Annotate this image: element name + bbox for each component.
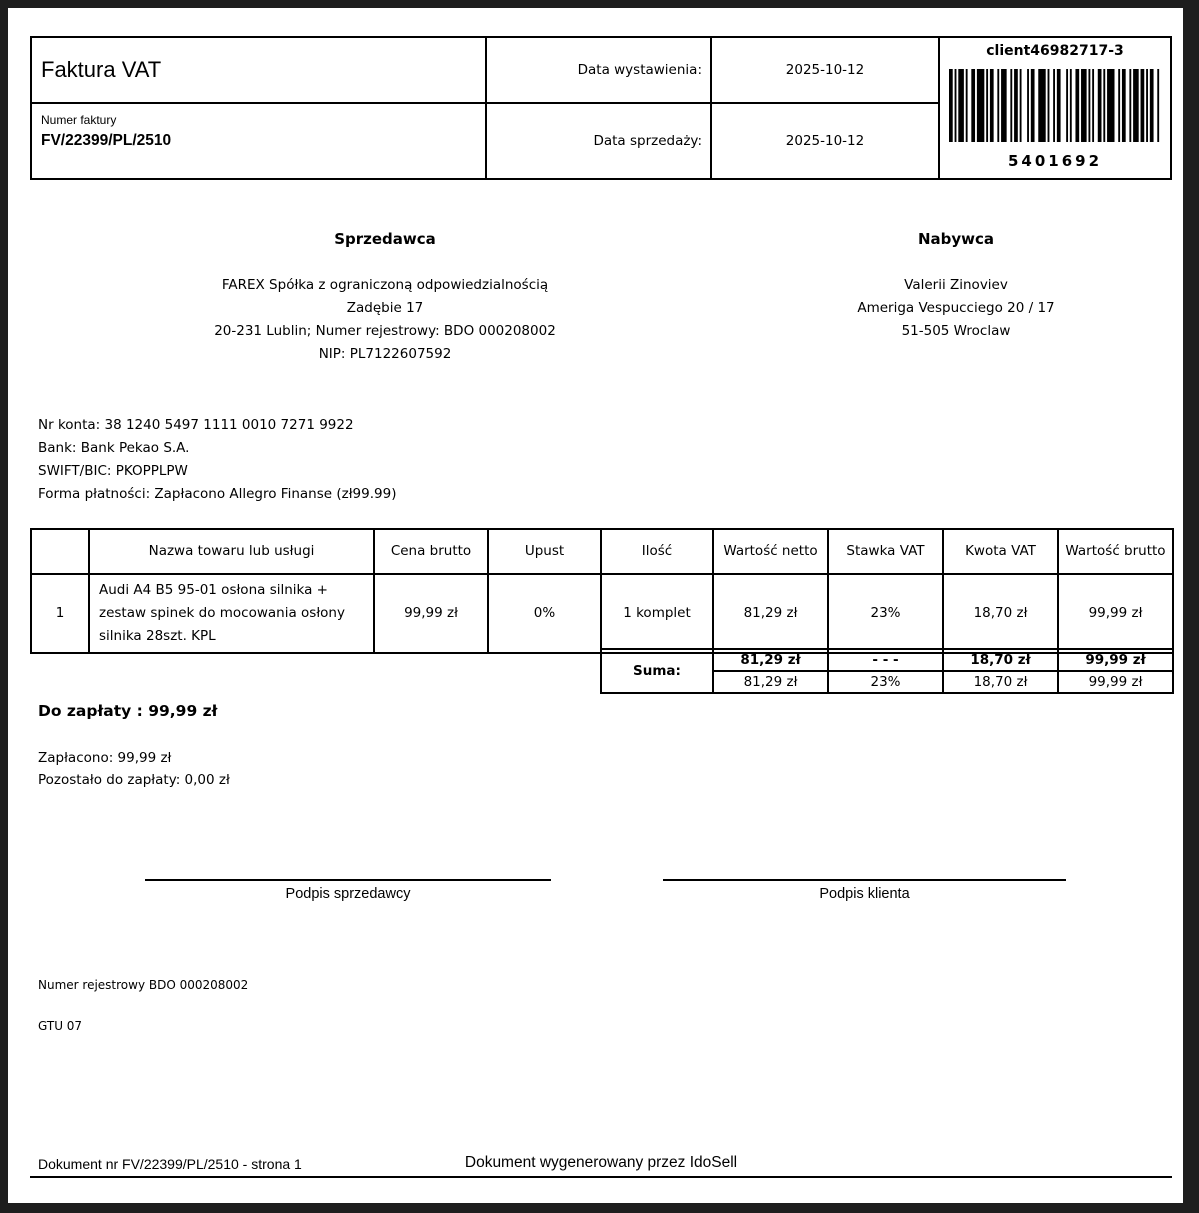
item-no: 1 bbox=[31, 574, 89, 653]
column-header-gross-value: Wartość brutto bbox=[1058, 529, 1173, 574]
item-qty: 1 komplet bbox=[601, 574, 713, 653]
totals-section bbox=[38, 702, 230, 788]
amount-paid: Zapłacono: 99,99 zł bbox=[38, 750, 172, 766]
item-discount: 0% bbox=[488, 574, 601, 653]
buyer-section bbox=[740, 228, 1172, 366]
page-title: Faktura VAT bbox=[32, 38, 487, 104]
summary-breakdown-gross: 99,99 zł bbox=[1058, 671, 1173, 693]
invoice-header-box bbox=[30, 36, 1172, 180]
invoice-page bbox=[8, 8, 1183, 1203]
parties-section bbox=[30, 228, 1172, 366]
summary-total-gross: 99,99 zł bbox=[1058, 649, 1173, 671]
bdo-note: Numer rejestrowy BDO 000208002 bbox=[38, 978, 249, 992]
column-header-qty: Ilość bbox=[601, 529, 713, 574]
bank-account-line: Nr konta: 38 1240 5497 1111 0010 7271 9922 bbox=[38, 417, 354, 433]
invoice-number-label: Numer faktury bbox=[41, 113, 117, 127]
column-header-no bbox=[31, 529, 89, 574]
seller-heading: Sprzedawca bbox=[334, 230, 436, 248]
footer-generator-text: Dokument wygenerowany przez IdoSell bbox=[464, 1154, 738, 1171]
buyer-line: 51-505 Wroclaw bbox=[901, 323, 1011, 339]
summary-total-vat: 18,70 zł bbox=[943, 649, 1058, 671]
seller-line: NIP: PL7122607592 bbox=[318, 346, 452, 362]
column-header-discount: Upust bbox=[488, 529, 601, 574]
item-net-value: 81,29 zł bbox=[713, 574, 828, 653]
column-header-vat-amount: Kwota VAT bbox=[943, 529, 1058, 574]
item-vat-amount: 18,70 zł bbox=[943, 574, 1058, 653]
summary-total-vat-rate: - - - bbox=[828, 649, 943, 671]
footer-document-info: Dokument nr FV/22399/PL/2510 - strona 1 bbox=[38, 1156, 302, 1172]
items-table-header-row bbox=[31, 529, 1173, 574]
bank-info-section bbox=[38, 414, 396, 506]
barcode-number: 5401692 bbox=[1007, 152, 1103, 170]
buyer-line: Ameriga Vespucciego 20 / 17 bbox=[857, 300, 1055, 316]
sale-date-label: Data sprzedaży: bbox=[487, 104, 712, 178]
column-header-gross-price: Cena brutto bbox=[374, 529, 488, 574]
client-signature-line bbox=[663, 879, 1066, 881]
sale-date-value: 2025-10-12 bbox=[712, 104, 940, 178]
invoice-number-cell bbox=[32, 104, 487, 178]
gtu-note: GTU 07 bbox=[38, 1019, 83, 1033]
summary-breakdown-vat-rate: 23% bbox=[828, 671, 943, 693]
barcode-image bbox=[949, 69, 1161, 142]
column-header-net-value: Wartość netto bbox=[713, 529, 828, 574]
seller-signature-area bbox=[145, 879, 551, 902]
barcode-client-code: client46982717-3 bbox=[986, 43, 1124, 59]
summary-table bbox=[600, 648, 1174, 694]
invoice-number: FV/22399/PL/2510 bbox=[41, 132, 172, 149]
seller-line: 20-231 Lublin; Numer rejestrowy: BDO 000208002 bbox=[214, 323, 556, 339]
swift-line: SWIFT/BIC: PKOPPLPW bbox=[38, 463, 188, 479]
seller-line: Zadębie 17 bbox=[346, 300, 424, 316]
seller-signature-line bbox=[145, 879, 551, 881]
client-signature-area bbox=[663, 879, 1066, 902]
footer-divider bbox=[30, 1176, 1172, 1178]
summary-total-row bbox=[601, 649, 1173, 671]
buyer-heading: Nabywca bbox=[917, 230, 995, 248]
table-row bbox=[31, 574, 1173, 653]
items-table bbox=[30, 528, 1174, 654]
summary-breakdown-vat: 18,70 zł bbox=[943, 671, 1058, 693]
seller-signature-label: Podpis sprzedawcy bbox=[285, 886, 411, 902]
issue-date-value: 2025-10-12 bbox=[712, 38, 940, 104]
summary-total-net: 81,29 zł bbox=[713, 649, 828, 671]
bank-name-line: Bank: Bank Pekao S.A. bbox=[38, 440, 190, 456]
seller-line: FAREX Spółka z ograniczoną odpowiedzialnością bbox=[221, 277, 549, 293]
item-vat-rate: 23% bbox=[828, 574, 943, 653]
summary-label: Suma: bbox=[601, 649, 713, 693]
column-header-name: Nazwa towaru lub usługi bbox=[89, 529, 374, 574]
payment-method-line: Forma płatności: Zapłacono Allegro Finanse (zł99.99) bbox=[38, 486, 397, 502]
issue-date-label: Data wystawienia: bbox=[487, 38, 712, 104]
item-name: Audi A4 B5 95-01 osłona silnika + zestaw spinek do mocowania osłony silnika 28szt. KPL bbox=[89, 574, 374, 653]
buyer-line: Valerii Zinoviev bbox=[904, 277, 1008, 293]
item-gross-price: 99,99 zł bbox=[374, 574, 488, 653]
item-gross-value: 99,99 zł bbox=[1058, 574, 1173, 653]
client-signature-label: Podpis klienta bbox=[819, 886, 910, 902]
summary-breakdown-net: 81,29 zł bbox=[713, 671, 828, 693]
seller-section bbox=[30, 228, 740, 366]
amount-remaining: Pozostało do zapłaty: 0,00 zł bbox=[38, 772, 230, 788]
amount-due: Do zapłaty : 99,99 zł bbox=[38, 702, 218, 720]
barcode-cell bbox=[940, 38, 1170, 178]
column-header-vat-rate: Stawka VAT bbox=[828, 529, 943, 574]
